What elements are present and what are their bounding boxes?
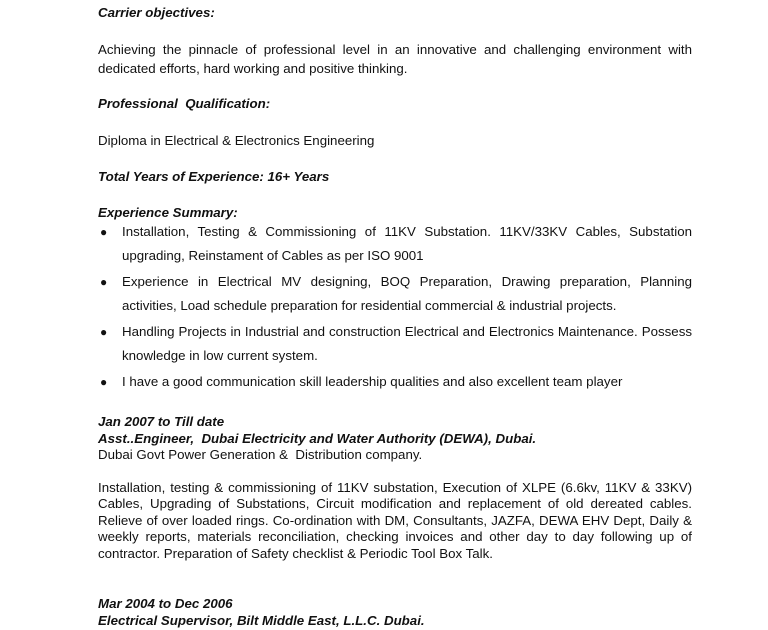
list-item-text: Installation, Testing & Commissioning of 11KV Substation. 11KV/33KV Cables, Substation upgrading, Reinstament of Cables as per ISO 9001 xyxy=(122,224,692,263)
experience-summary-list xyxy=(98,220,692,396)
experience-summary-heading: Experience Summary: xyxy=(98,205,238,220)
bullet-icon: ● xyxy=(100,325,108,339)
bullet-icon: ● xyxy=(100,225,108,239)
job-title: Asst..Engineer, Dubai Electricity and Water Authority (DEWA), Dubai. xyxy=(98,430,537,446)
total-experience-heading: Total Years of Experience: 16+ Years xyxy=(98,169,330,184)
job-entry xyxy=(98,596,692,629)
qualification-heading: Professional Qualification: xyxy=(98,96,271,111)
list-item xyxy=(98,320,692,368)
job-organization: Dubai Govt Power Generation & Distribution company. xyxy=(98,447,423,462)
list-item-text: I have a good communication skill leadership qualities and also excellent team player xyxy=(122,374,623,389)
list-item xyxy=(98,270,692,318)
job-date: Jan 2007 to Till date xyxy=(98,414,225,429)
list-item xyxy=(98,220,692,268)
list-item-text: Experience in Electrical MV designing, BOQ Preparation, Drawing preparation, Planning activities, Load schedule preparation for residential commercial & industrial projects. xyxy=(122,274,692,313)
job-description: Installation, testing & commissioning of 11KV substation, Execution of XLPE (6.6kv, 11KV & 33KV) Cables, Upgrading of Substations, Circuit modification and replacement of old dereated cables. Relieve of over loaded rings. Co-ordination with DM, Consultants, JAZFA, DEWA EHV Dept, Daily & weekly reports, materials reconciliation, checking invoices and other day to day following up of contractor. Preparation of Safety checklist & Periodic Tool Box Talk. xyxy=(98,479,692,561)
job-entry xyxy=(98,414,692,562)
objectives-heading: Carrier objectives: xyxy=(98,5,215,20)
list-item xyxy=(98,370,692,394)
job-title: Electrical Supervisor, Bilt Middle East, L.L.C. Dubai. xyxy=(98,612,425,628)
bullet-icon: ● xyxy=(100,375,108,389)
qualification-text: Diploma in Electrical & Electronics Engineering xyxy=(98,133,375,148)
bullet-icon: ● xyxy=(100,275,108,289)
job-date: Mar 2004 to Dec 2006 xyxy=(98,596,233,611)
list-item-text: Handling Projects in Industrial and construction Electrical and Electronics Maintenance. Possess knowledge in low current system. xyxy=(122,324,692,363)
objectives-text: Achieving the pinnacle of professional level in an innovative and challenging environment with dedicated efforts, hard working and positive thinking. xyxy=(98,42,692,76)
